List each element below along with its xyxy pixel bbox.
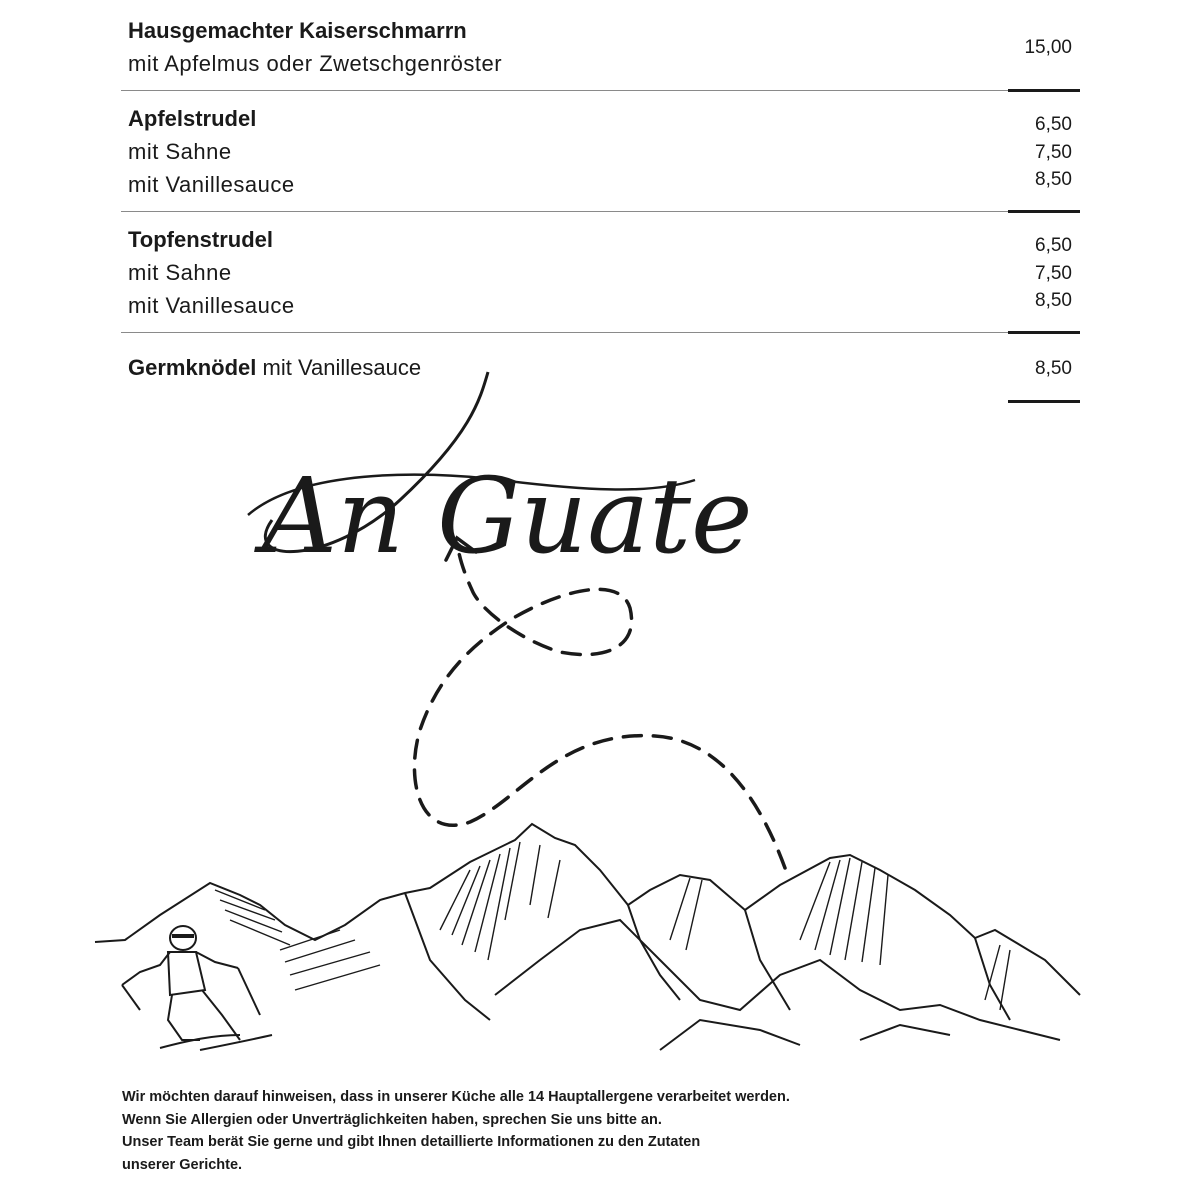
menu-item-name-rest: mit Vanillesauce (262, 355, 422, 380)
menu-item-name: Apfelstrudel (128, 106, 257, 131)
menu-item-variant: mit Sahne (128, 260, 232, 285)
script-title (248, 372, 753, 577)
skier-icon (122, 926, 272, 1050)
menu-item-price: 7,50 (1035, 141, 1072, 163)
menu-item-variant: mit Vanillesauce (128, 293, 295, 318)
menu-item-price: 6,50 (1035, 235, 1072, 256)
allergen-note-line: Wenn Sie Allergien oder Unverträglichkeiten haben, sprechen Sie uns bitte an. (122, 1111, 662, 1128)
menu-item-price: 7,50 (1035, 262, 1072, 284)
menu-item-variant: mit Vanillesauce (128, 172, 295, 197)
menu-item-variant: mit Apfelmus oder Zwetschgenröster (128, 51, 503, 76)
menu-item-price: 8,50 (1035, 290, 1072, 311)
menu-item-price: 6,50 (1035, 114, 1072, 135)
menu-item-variant: mit Sahne (128, 139, 232, 164)
mountain-range-icon (95, 824, 1080, 1050)
allergen-note (122, 1086, 790, 1176)
allergen-note-line: Unser Team berät Sie gerne und gibt Ihnen detaillierte Informationen zu den Zutaten (122, 1134, 701, 1150)
menu-item-name: Topfenstrudel (128, 227, 274, 252)
allergen-note-line: Wir möchten darauf hinweisen, dass in unserer Küche alle 14 Hauptallergene verarbeitet werden. (122, 1089, 790, 1105)
menu-item-name-bold: Germknödel (128, 355, 257, 380)
menu-item-price: 8,50 (1035, 358, 1072, 379)
script-title-text: An Guate (262, 455, 753, 577)
menu-item-price: 8,50 (1035, 169, 1072, 190)
menu-item-name: Hausgemachter Kaiserschmarrn (128, 18, 467, 43)
dashed-arrow-icon (414, 538, 785, 868)
menu-item-price: 15,00 (1024, 37, 1072, 58)
allergen-note-line: unserer Gerichte. (122, 1156, 243, 1173)
